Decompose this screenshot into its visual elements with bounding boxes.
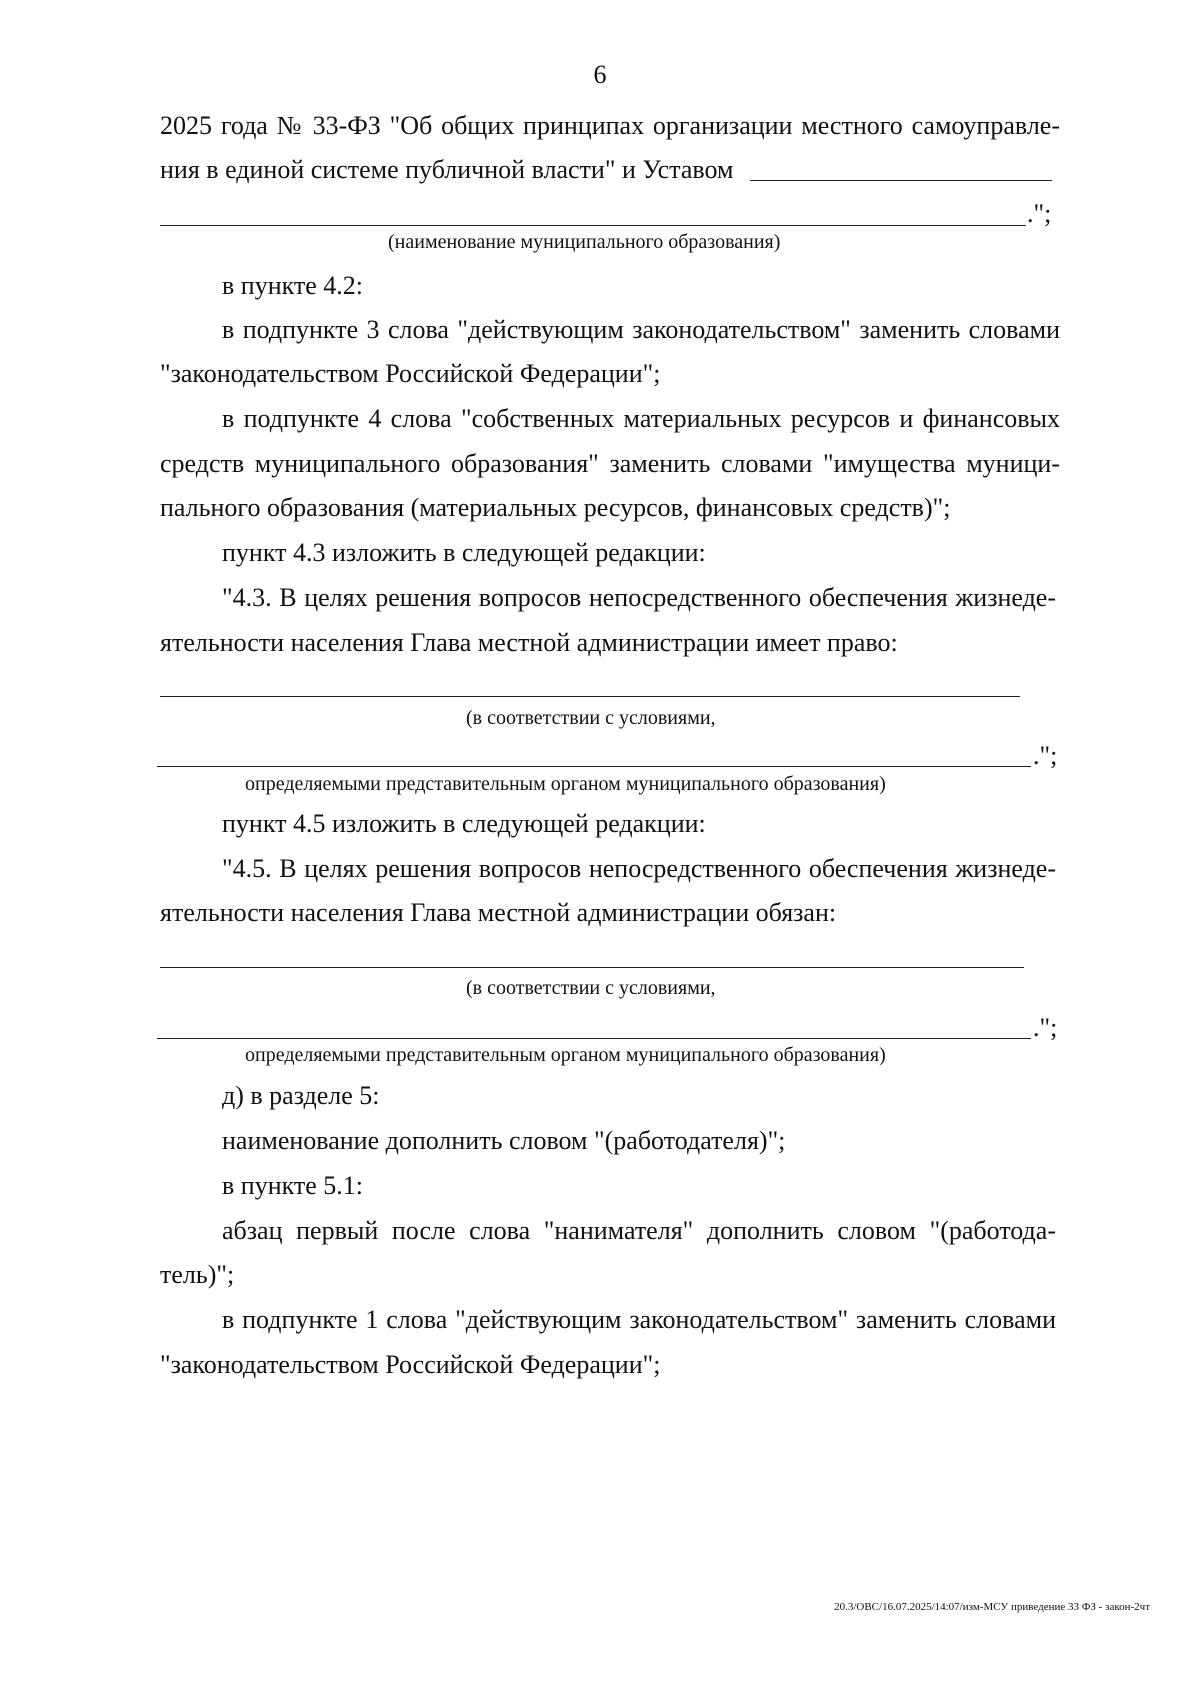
caption-representative-body-1: определяемыми представительным органом муниципального образования) [245, 773, 886, 795]
text-line-22: тель)"; [160, 1260, 235, 1289]
text-line-8: средств муниципального образования" заменить словами "имущества муници- [160, 449, 1060, 478]
text-line-1: 2025 года № 33-ФЗ "Об общих принципах организации местного самоуправле- [160, 111, 1060, 140]
text-line-19: наименование дополнить словом "(работодателя)"; [222, 1126, 786, 1155]
text-line-24: "законодательством Российской Федерации"; [160, 1350, 661, 1379]
fill-line-municipality [160, 225, 1026, 226]
caption-representative-body-2: определяемыми представительным органом муниципального образования) [245, 1044, 886, 1066]
text-line-18: д) в разделе 5: [222, 1081, 380, 1110]
caption-conditions-2: (в соответствии с условиями, [466, 977, 716, 999]
text-line-17-end: ."; [1033, 1013, 1058, 1042]
text-line-5: в подпункте 3 слова "действующим законодательством" заменить словами [222, 315, 1060, 344]
text-line-4: в пункте 4.2: [222, 271, 364, 300]
text-line-15: "4.5. В целях решения вопросов непосредственного обеспечения жизнеде- [222, 854, 1056, 883]
text-line-14: пункт 4.5 изложить в следующей редакции: [222, 809, 706, 838]
text-line-16: ятельности населения Глава местной администрации обязан: [160, 898, 837, 927]
fill-line-duties-1 [160, 967, 1024, 968]
page-number: 6 [593, 60, 607, 89]
fill-line-rights-2 [157, 766, 1031, 767]
text-line-20: в пункте 5.1: [222, 1171, 364, 1200]
fill-line-rights-1 [160, 696, 1020, 697]
text-line-9: пального образования (материальных ресурсов, финансовых средств)"; [160, 493, 951, 522]
text-line-11: "4.3. В целях решения вопросов непосредственного обеспечения жизнеде- [222, 583, 1056, 612]
fill-line-ustav-end [750, 180, 1052, 181]
text-line-13-end: ."; [1033, 741, 1058, 770]
caption-conditions-1: (в соответствии с условиями, [466, 707, 716, 729]
caption-municipality-name: (наименование муниципального образования) [388, 231, 781, 253]
text-line-21: абзац первый после слова "нанимателя" дополнить словом "(работода- [222, 1216, 1056, 1245]
text-line-12: ятельности населения Глава местной администрации имеет право: [160, 628, 898, 657]
text-line-6: "законодательством Российской Федерации"; [160, 359, 661, 388]
text-line-7: в подпункте 4 слова "собственных материальных ресурсов и финансовых [222, 404, 1060, 433]
text-line-2: ния в единой системе публичной власти" и Уставом [160, 155, 734, 184]
text-line-10: пункт 4.3 изложить в следующей редакции: [222, 538, 706, 567]
text-line-23: в подпункте 1 слова "действующим законодательством" заменить словами [222, 1305, 1056, 1334]
fill-line-duties-2 [157, 1038, 1031, 1039]
footer-document-code: 20.3/ОВС/16.07.2025/14:07/изм-МСУ приведение 33 ФЗ - закон-2чт [834, 1601, 1150, 1613]
text-line-3-end: ."; [1027, 199, 1052, 228]
